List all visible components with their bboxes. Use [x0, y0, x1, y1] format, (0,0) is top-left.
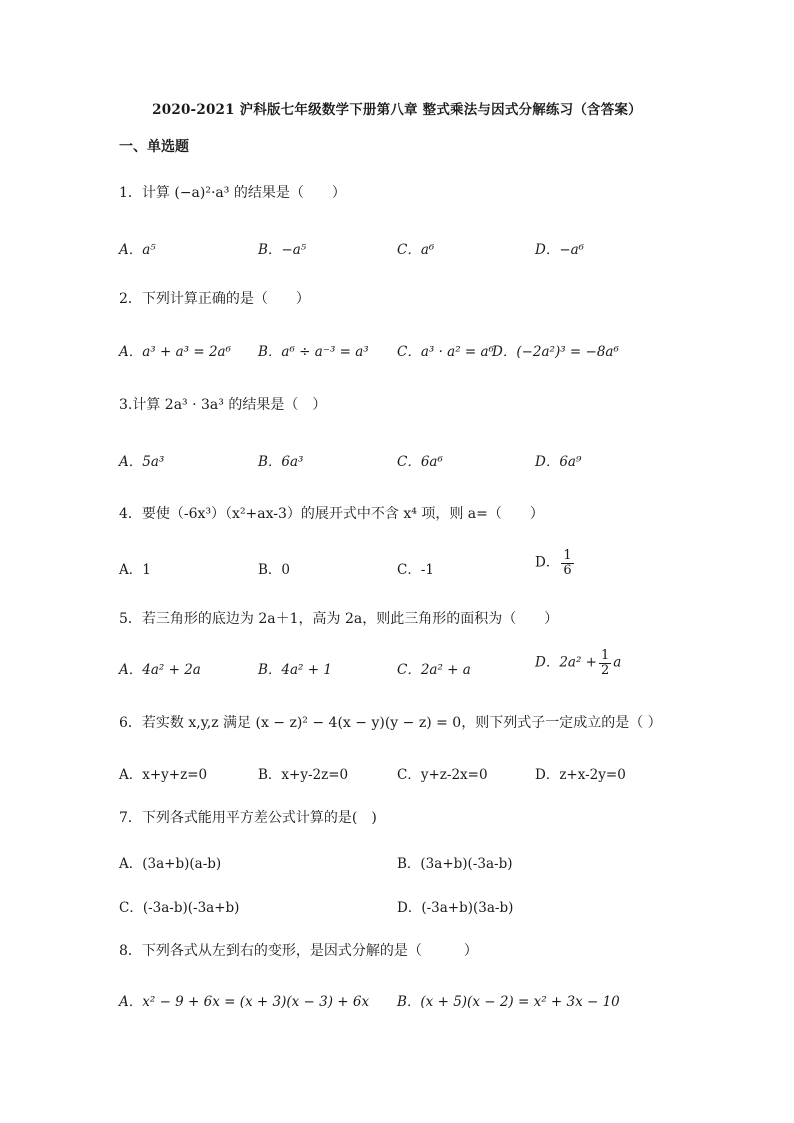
question-8-option-a: A．x² − 9 + 6x = (x + 3)(x − 3) + 6x — [119, 994, 370, 1010]
question-1-option-a: A．a⁵ — [119, 242, 156, 258]
question-1-option-d: D．−a⁶ — [535, 242, 585, 258]
fraction-numerator: 1 — [600, 648, 610, 663]
question-1-option-c: C．a⁶ — [397, 242, 435, 258]
question-3-option-b: B．6a³ — [258, 454, 304, 470]
question-6-option-d: D．z+x-2y=0 — [535, 767, 626, 783]
question-4-stem: 4．要使（-6x³）（x²+ax-3）的展开式中不含 x⁴ 项，则 a=（ ） — [119, 506, 544, 522]
question-1-option-b: B．−a⁵ — [258, 242, 307, 258]
question-8-option-b: B．(x + 5)(x − 2) = x² + 3x − 10 — [397, 994, 620, 1010]
fraction-one-half — [599, 649, 611, 677]
question-3-option-a: A．5a³ — [119, 454, 165, 470]
question-6-stem: 6．若实数 x,y,z 满足 (x − z)² − 4(x − y)(y − z) = 0，则下列式子一定成立的是（ ） — [119, 715, 662, 731]
question-6-option-b: B．x+y-2z=0 — [258, 767, 349, 783]
question-1-stem: 1．计算 (−a)²·a³ 的结果是（ ） — [119, 185, 346, 201]
question-7-option-c: C．(-3a-b)(-3a+b) — [119, 900, 240, 916]
question-7-option-d: D．(-3a+b)(3a-b) — [397, 900, 514, 916]
fraction-denominator: 6 — [563, 562, 572, 578]
question-4-option-d-label: D． — [535, 554, 560, 571]
document-title: 2020-2021 沪科版七年级数学下册第八章 整式乘法与因式分解练习（含答案） — [152, 102, 642, 118]
question-5-option-d-label: D．2a² + — [535, 654, 597, 671]
question-6-option-a: A．x+y+z=0 — [119, 767, 208, 783]
question-5-option-a: A．4a² + 2a — [119, 662, 201, 678]
question-5-option-d — [535, 649, 621, 677]
fraction-one-sixth — [561, 549, 573, 577]
question-8-stem: 8．下列各式从左到右的变形，是因式分解的是（ ） — [119, 943, 478, 959]
section-heading: 一、单选题 — [119, 139, 189, 155]
question-5-stem: 5．若三角形的底边为 2a＋1，高为 2a，则此三角形的面积为（ ） — [119, 611, 559, 627]
question-2-stem: 2．下列计算正确的是（ ） — [119, 291, 310, 307]
question-7-option-b: B．(3a+b)(-3a-b) — [397, 856, 513, 872]
question-7-option-a: A．(3a+b)(a-b) — [119, 856, 222, 872]
question-5-option-d-suffix: a — [613, 654, 622, 671]
fraction-denominator: 2 — [600, 662, 610, 678]
question-6-option-c: C．y+z-2x=0 — [397, 767, 488, 783]
question-7-stem: 7．下列各式能用平方差公式计算的是( ) — [119, 810, 377, 826]
fraction-numerator: 1 — [563, 548, 572, 563]
question-2-option-d: D．(−2a²)³ = −8a⁶ — [492, 344, 619, 360]
question-4-option-b: B．0 — [258, 562, 291, 578]
question-5-option-c: C．2a² + a — [397, 662, 471, 678]
question-3-option-d: D．6a⁹ — [535, 454, 582, 470]
question-3-option-c: C．6a⁶ — [397, 454, 443, 470]
question-5-option-b: B．4a² + 1 — [258, 662, 332, 678]
question-3-stem: 3.计算 2a³ · 3a³ 的结果是（ ） — [119, 397, 327, 413]
question-4-option-d — [535, 549, 576, 577]
question-2-option-a: A．a³ + a³ = 2a⁶ — [119, 344, 232, 360]
question-4-option-c: C．-1 — [397, 562, 434, 578]
question-2-option-c: C．a³ · a² = a⁶ — [397, 344, 494, 360]
question-4-option-a: A．1 — [119, 562, 151, 578]
question-2-option-b: B．a⁶ ÷ a⁻³ = a³ — [258, 344, 369, 360]
